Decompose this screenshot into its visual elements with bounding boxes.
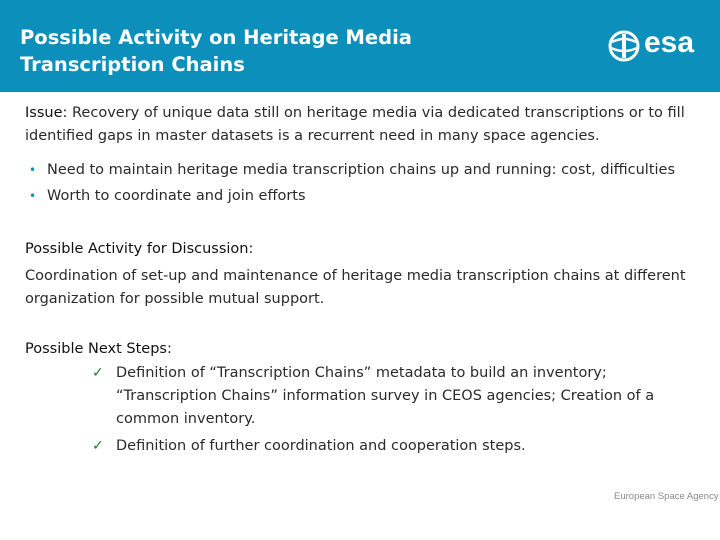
- discussion-label: Possible Activity for Discussion:: [25, 241, 254, 257]
- checkmark-icon: ✓: [92, 438, 104, 454]
- bullet-icon: •: [29, 189, 37, 203]
- list-item: [25, 159, 700, 182]
- list-item: [25, 185, 700, 208]
- slide-content: [25, 102, 700, 462]
- esa-logo-text: esa: [644, 26, 695, 59]
- checkmark-icon: ✓: [92, 365, 104, 381]
- issue-text: Recovery of unique data still on heritage media via dedicated transcriptions or to fill identified gaps in master datasets is a recurrent need in many space agencies.: [25, 105, 685, 144]
- issue-paragraph: [25, 102, 700, 148]
- slide-title-line1: Possible Activity on Heritage Media: [20, 26, 412, 49]
- esa-logo: [606, 28, 706, 64]
- list-item: [25, 435, 700, 458]
- slide-title-line2: Transcription Chains: [20, 53, 245, 76]
- next-steps-label: Possible Next Steps:: [25, 341, 172, 357]
- next-steps-list: [25, 362, 700, 458]
- bullet-icon: •: [29, 163, 37, 177]
- list-item: [25, 362, 700, 431]
- step-text: Definition of further coordination and cooperation steps.: [116, 438, 526, 454]
- agency-footer-text: European Space Agency: [614, 491, 719, 502]
- discussion-text: Coordination of set-up and maintenance of heritage media transcription chains at different organization for possible mutual support.: [25, 268, 686, 307]
- bullet-text: Need to maintain heritage media transcription chains up and running: cost, difficulties: [47, 162, 676, 178]
- issue-bullet-list: [25, 159, 700, 208]
- step-text: Definition of “Transcription Chains” metadata to build an inventory; “Transcription Chains” information survey in CEOS agencies; Creation of a common inventory.: [116, 365, 655, 427]
- title-bar: [0, 0, 720, 92]
- slide-title: [20, 24, 412, 78]
- issue-label: Issue:: [25, 105, 68, 121]
- esa-globe-icon: [606, 28, 642, 64]
- bullet-text: Worth to coordinate and join efforts: [47, 188, 306, 204]
